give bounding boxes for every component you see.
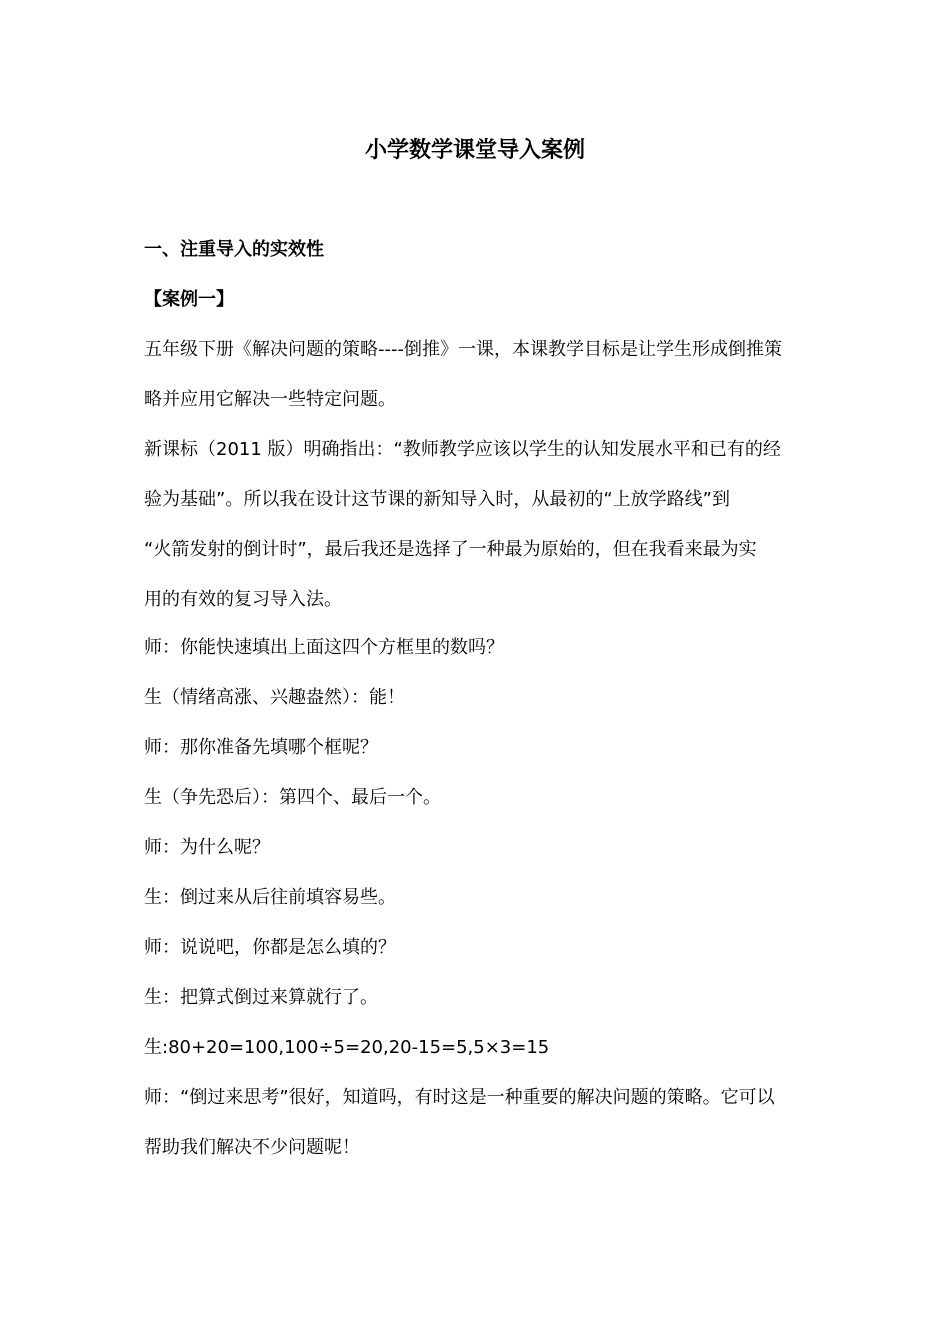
dialogue-line: 师：你能快速填出上面这四个方框里的数吗？ bbox=[144, 637, 504, 658]
page-title: 小学数学课堂导入案例 bbox=[364, 138, 585, 163]
dialogue-line: 生：把算式倒过来算就行了。 bbox=[144, 987, 378, 1008]
section-heading: 一、注重导入的实效性 bbox=[144, 239, 324, 260]
dialogue-line: 帮助我们解决不少问题呢！ bbox=[144, 1137, 360, 1158]
paragraph-line: 用的有效的复习导入法。 bbox=[144, 589, 342, 610]
dialogue-line: 生：倒过来从后往前填容易些。 bbox=[144, 887, 396, 908]
paragraph-line: 新课标（2011 版）明确指出：“教师教学应该以学生的认知发展水平和已有的经 bbox=[144, 439, 781, 460]
paragraph-line: 略并应用它解决一些特定问题。 bbox=[144, 389, 396, 410]
dialogue-line: 师：为什么呢？ bbox=[144, 837, 270, 858]
case-label: 【案例一】 bbox=[144, 289, 234, 310]
dialogue-line: 生（争先恐后）：第四个、最后一个。 bbox=[144, 787, 441, 808]
paragraph-line: 五年级下册《解决问题的策略----倒推》一课，本课教学目标是让学生形成倒推策 bbox=[144, 339, 782, 360]
paragraph-line: 验为基础”。所以我在设计这节课的新知导入时，从最初的“上放学路线”到 bbox=[144, 489, 730, 510]
dialogue-line: 生（情绪高涨、兴趣盎然）：能！ bbox=[144, 687, 405, 708]
paragraph-line: “火箭发射的倒计时”，最后我还是选择了一种最为原始的，但在我看来最为实 bbox=[144, 539, 757, 560]
dialogue-line: 师：说说吧，你都是怎么填的？ bbox=[144, 937, 396, 958]
dialogue-line: 师：“倒过来思考”很好，知道吗，有时这是一种重要的解决问题的策略。它可以 bbox=[144, 1087, 775, 1108]
dialogue-line: 师：那你准备先填哪个框呢？ bbox=[144, 737, 378, 758]
equation-line: 生:80+20=100,100÷5=20,20-15=5,5×3=15 bbox=[144, 1037, 550, 1058]
